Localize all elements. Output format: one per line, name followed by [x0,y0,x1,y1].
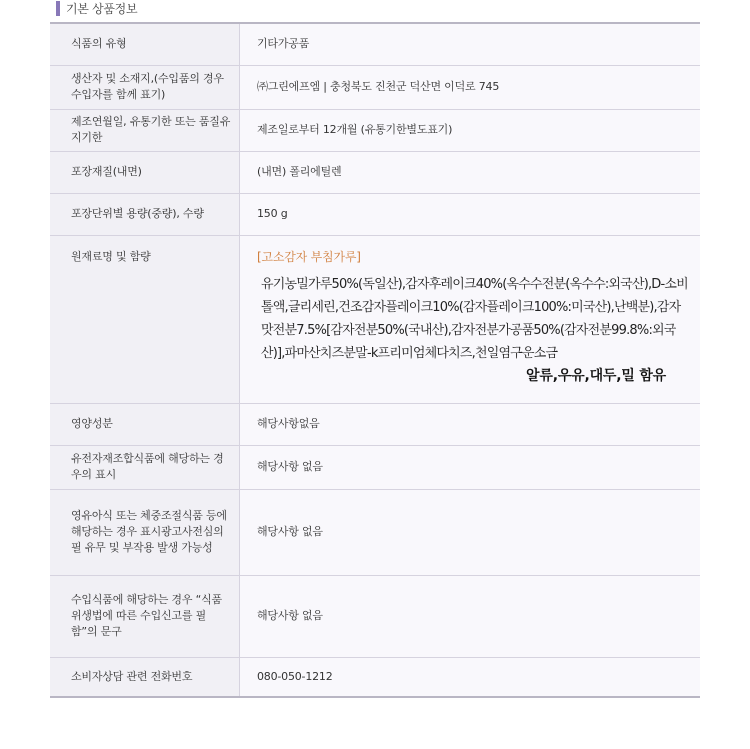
product-info-table [50,22,700,698]
table-row-ingredients [50,235,700,403]
row-label: 수입식품에 해당하는 경우 “식품위생법에 따른 수입신고를 필함”의 문구 [50,575,240,657]
row-value: 150 g [240,193,701,235]
table-row [50,109,700,151]
table-row [50,23,700,65]
ingredients-cell [240,235,701,403]
row-value: 080-050-1212 [240,657,701,697]
table-row [50,403,700,445]
row-value: 제조일로부터 12개월 (유통기한별도표기) [240,109,701,151]
ingredients-title: [고소감자 부침가루] [257,249,361,264]
row-value: 기타가공품 [240,23,701,65]
table-row [50,445,700,489]
row-label: 소비자상담 관련 전화번호 [50,657,240,697]
row-label: 식품의 유형 [50,23,240,65]
table-row [50,489,700,575]
row-label: 포장단위별 용량(중량), 수량 [50,193,240,235]
row-label: 영양성분 [50,403,240,445]
row-value: 해당사항없음 [240,403,701,445]
section-header [56,0,137,17]
section-bar-marker [56,1,60,16]
table-row [50,657,700,697]
row-label: 유전자재조합식품에 해당하는 경우의 표시 [50,445,240,489]
ingredients-text: 유기농밀가루50%(독일산),감자후레이크40%(옥수수전분(옥수수:외국산),D-소비톨액,글리세린,건조감자플레이크10%(감자플레이크100%:미국산),난백분),감자맛전분7.5%[감자전분50%(국내산),감자전분가공품50%(감자전분99.8%:외국산)],파마산치즈분말-k프리미엄체다치즈,천일염구운소금 [261,276,688,361]
table-row [50,65,700,109]
table-row [50,575,700,657]
row-value: 해당사항 없음 [240,489,701,575]
row-value: 해당사항 없음 [240,575,701,657]
row-label: 제조연월일, 유통기한 또는 품질유지기한 [50,109,240,151]
table-row [50,193,700,235]
table-row [50,151,700,193]
row-label: 영유아식 또는 체중조절식품 등에 해당하는 경우 표시광고사전심의필 유무 및 부작용 발생 가능성 [50,489,240,575]
row-label: 원재료명 및 함량 [50,235,240,403]
row-value: ㈜그린에프엠 | 충청북도 진천군 덕산면 이덕로 745 [240,65,701,109]
row-label: 포장재질(내면) [50,151,240,193]
allergy-notice: 알류,우유,대두,밀 함유 [526,367,666,384]
row-value: (내면) 폴리에틸렌 [240,151,701,193]
row-label: 생산자 및 소재지,(수입품의 경우 수입자를 함께 표기) [50,65,240,109]
row-value: 해당사항 없음 [240,445,701,489]
section-title: 기본 상품정보 [66,2,138,16]
